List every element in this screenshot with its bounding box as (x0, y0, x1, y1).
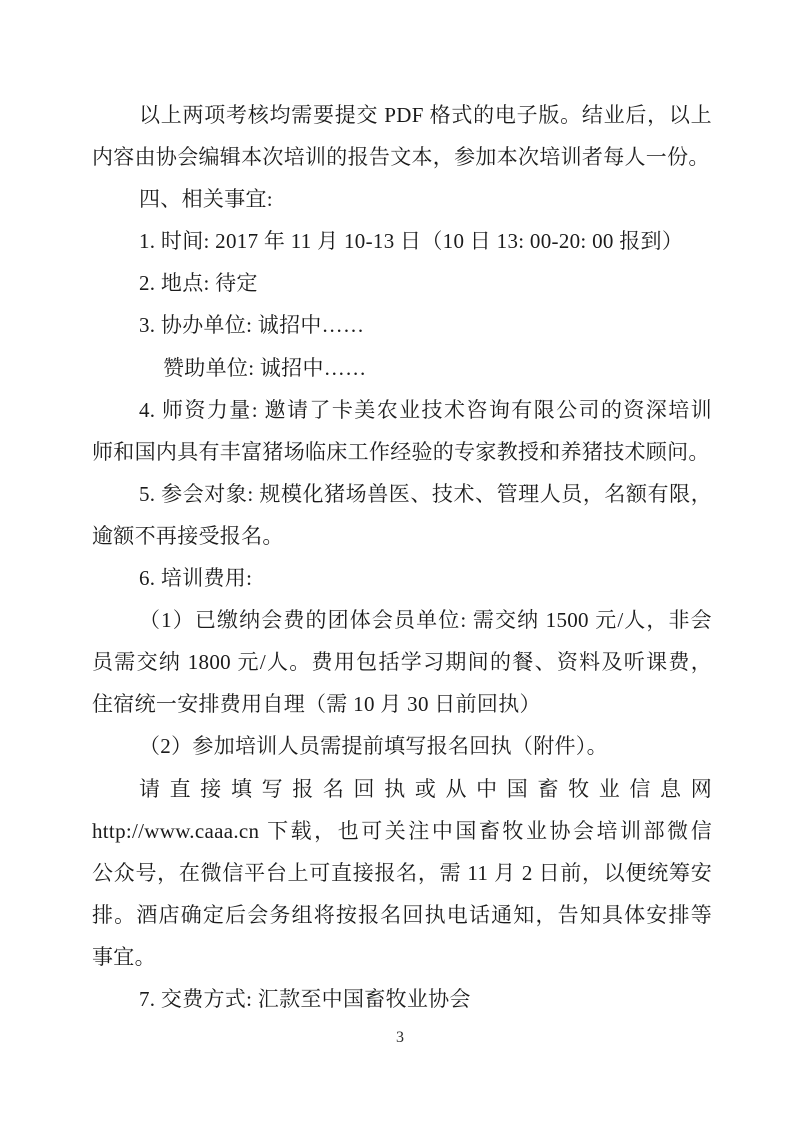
text-line: 师和国内具有丰富猪场临床工作经验的专家教授和养猪技术顾问。 (92, 439, 710, 464)
text-line: 事宜。 (92, 944, 156, 969)
text-line: 3. 协办单位: 诚招中…… (139, 313, 365, 338)
text-line: （2）参加培训人员需提前填写报名回执（附件）。 (139, 734, 608, 759)
text-line: 1. 时间: 2017 年 11 月 10-13 日（10 日 13: 00-20: 00 报到） (139, 229, 684, 254)
text-line: 2. 地点: 待定 (139, 271, 258, 296)
text-line: 6. 培训费用: (139, 566, 253, 591)
document-body (92, 94, 712, 1020)
text-line: 排。酒店确定后会务组将按报名回执电话通知，告知具体安排等 (92, 902, 712, 927)
text-line: 四、相关事宜: (139, 187, 273, 212)
text-line: 公众号，在微信平台上可直接报名，需 11 月 2 日前，以便统筹安 (92, 860, 712, 885)
text-line: 住宿统一安排费用自理（需 10 月 30 日前回执） (92, 692, 541, 717)
text-line: http://www.caaa.cn 下载，也可关注中国畜牧业协会培训部微信 (92, 818, 712, 843)
text-line: 以上两项考核均需要提交 PDF 格式的电子版。结业后，以上 (139, 103, 712, 127)
text-line: 赞助单位: 诚招中…… (163, 355, 367, 380)
text-line: 4. 师资力量: 邀请了卡美农业技术咨询有限公司的资深培训 (139, 397, 712, 422)
page-number: 3 (396, 1029, 404, 1046)
text-line: （1）已缴纳会费的团体会员单位: 需交纳 1500 元/人，非会 (139, 608, 712, 633)
text-line: 员需交纳 1800 元/人。费用包括学习期间的餐、资料及听课费， (92, 650, 712, 675)
text-line: 内容由协会编辑本次培训的报告文本，参加本次培训者每人一份。 (92, 145, 710, 170)
text-line: 请直接填写报名回执或从中国畜牧业信息网 (139, 776, 712, 801)
text-line: 逾额不再接受报名。 (92, 523, 284, 548)
text-line: 7. 交费方式: 汇款至中国畜牧业协会 (139, 986, 471, 1011)
text-line: 5. 参会对象: 规模化猪场兽医、技术、管理人员，名额有限， (139, 481, 712, 506)
